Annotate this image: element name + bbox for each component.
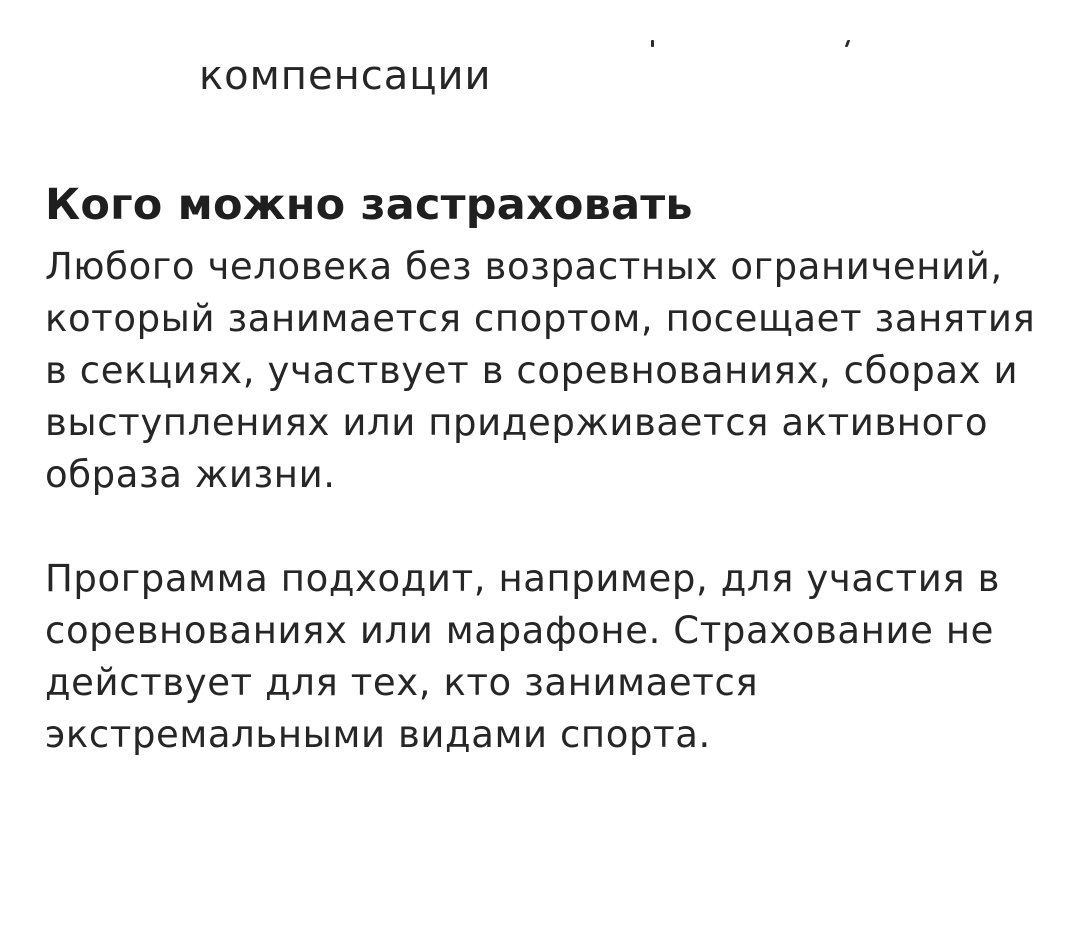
section-heading: Кого можно застраховать: [45, 180, 693, 230]
clipped-text-fragment: [651, 40, 654, 47]
program-scope-paragraph: Программа подходит, например, для участия в соревнованиях или марафоне. Страхование не действует для тех, кто занимается экстремальными видами спорта.: [45, 557, 1000, 756]
insurance-eligibility-section: [45, 176, 1055, 761]
clipped-text-fragment: [845, 40, 851, 47]
previous-list-item-text: компенсации: [199, 53, 492, 99]
eligibility-paragraph: Любого человека без возрастных ограничений, который занимается спортом, посещает занятия в секциях, участвует в соревнованиях, сборах и выступлениях или придерживается активного образа жизни.: [45, 245, 1036, 496]
